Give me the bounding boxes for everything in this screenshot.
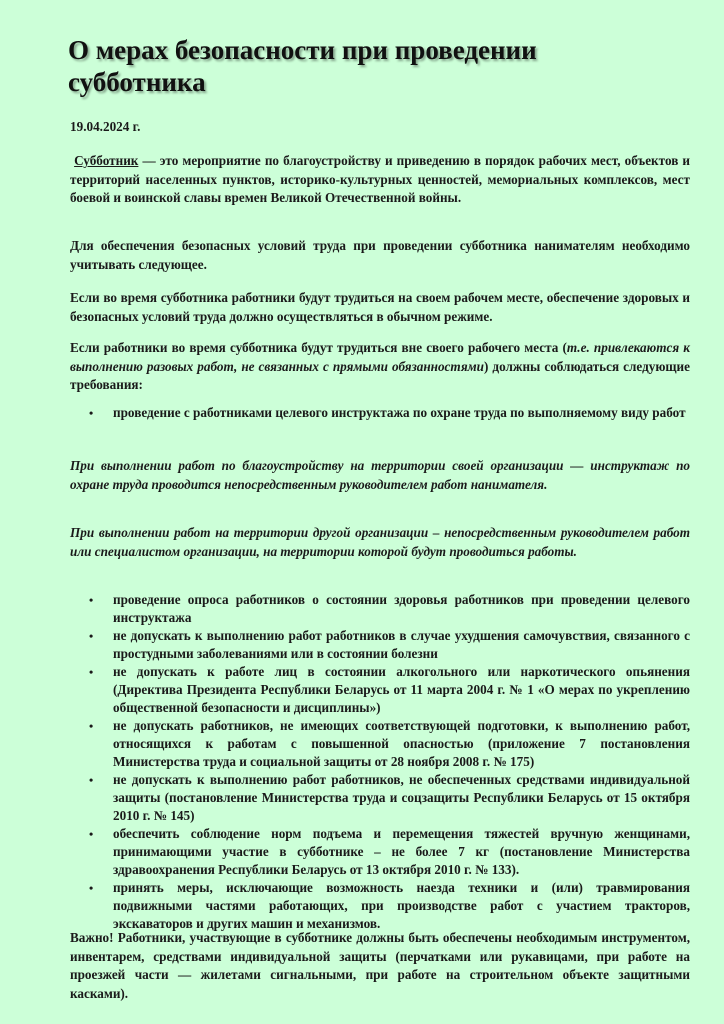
publication-date: 19.04.2024 г.: [70, 119, 141, 134]
first-requirement-list: [70, 404, 690, 422]
bullet-icon: •: [89, 719, 94, 733]
bullet-icon: •: [89, 629, 94, 643]
bullet-icon: •: [89, 773, 94, 787]
list-item: • не допускать работников, не имеющих соответствующей подготовки, к выполнению работ, относящихся к работам с повышенной опасностью (приложение 7 постановления Министерства труда и социальной защиты от 28 ноября 2008 г. № 175): [89, 718, 690, 769]
list-item: • обеспечить соблюдение норм подъема и перемещения тяжестей вручную женщинами, принимающими участие в субботнике – не более 7 кг (постановление Министерства здравоохранения Республики Беларусь от 13 октября 2010 г. № 133).: [89, 826, 690, 877]
own-workplace-paragraph: Если во время субботника работники будут трудиться на своем рабочем месте, обеспечение здоровых и безопасных условий труда должно осуществляться в обычном режиме.: [70, 290, 690, 324]
list-item: • проведение с работниками целевого инструктажа по охране труда по выполняемому виду работ: [89, 405, 686, 420]
list-item: • не допускать к выполнению работ работников в случае ухудшения самочувствия, связанного с простудными заболеваниями или в состоянии болезни: [89, 628, 690, 661]
list-item: • проведение опроса работников о состоянии здоровья работников при проведении целевого инструктажа: [89, 592, 690, 625]
page-title: О мерах безопасности при проведении субботника: [68, 35, 537, 97]
outside-text-after: ) должны соблюдаться следующие требования:: [70, 358, 690, 392]
definition-term: Субботник: [74, 153, 139, 168]
bullet-icon: •: [89, 881, 94, 895]
outside-text-italic: т.е. привлекаются к выполнению разовых работ, не связанных с прямыми обязанностями: [70, 340, 690, 374]
bullet-icon: •: [89, 406, 94, 420]
employers-paragraph: Для обеспечения безопасных условий труда при проведении субботника нанимателям необходимо учитывать следующее.: [70, 238, 690, 272]
definition-text: — это мероприятие по благоустройству и приведению в порядок рабочих мест, объектов и территорий населенных пунктов, историко-культурных ценностей, мемориальных комплексов, мест боевой и воинской славы времен Великой Отечественной войны.: [70, 153, 691, 205]
bullet-icon: •: [89, 827, 94, 841]
outside-text-before: Если работники во время субботника будут трудиться вне своего рабочего места (: [70, 340, 567, 355]
own-territory-note: При выполнении работ по благоустройству на территории своей организации — инструктаж по охране труда проводится непосредственным руководителем работ нанимателя.: [70, 458, 690, 492]
bullet-icon: •: [89, 665, 94, 679]
requirements-list: [70, 591, 690, 933]
other-territory-note: При выполнении работ на территории другой организации – непосредственным руководителем работ или специалистом организации, на территории которой будут проводиться работы.: [70, 525, 690, 559]
bullet-icon: •: [89, 593, 94, 607]
list-item: • не допускать к выполнению работ работников, не обеспеченных средствами индивидуальной защиты (постановление Министерства труда и соцзащиты Республики Беларусь от 15 октября 2010 г. № 145): [89, 772, 690, 823]
important-paragraph: Важно! Работники, участвующие в субботнике должны быть обеспечены необходимым инструментом, инвентарем, средствами индивидуальной защиты (перчатками или рукавицами, при работе на проезжей части — жилетами сигнальными, при работе на строительном объекте защитными касками).: [70, 930, 690, 1001]
definition-paragraph: [70, 152, 690, 208]
list-item: • принять меры, исключающие возможность наезда техники и (или) травмирования подвижными частями работающих, при производстве работ с участием тракторов, экскаваторов и других машин и механизмов.: [89, 880, 690, 931]
outside-workplace-paragraph: [70, 339, 690, 395]
list-item: • не допускать к работе лиц в состоянии алкогольного или наркотического опьянения (Директива Президента Республики Беларусь от 11 марта 2004 г. № 1 «О мерах по укреплению общественной безопасности и дисциплины»): [89, 664, 690, 715]
